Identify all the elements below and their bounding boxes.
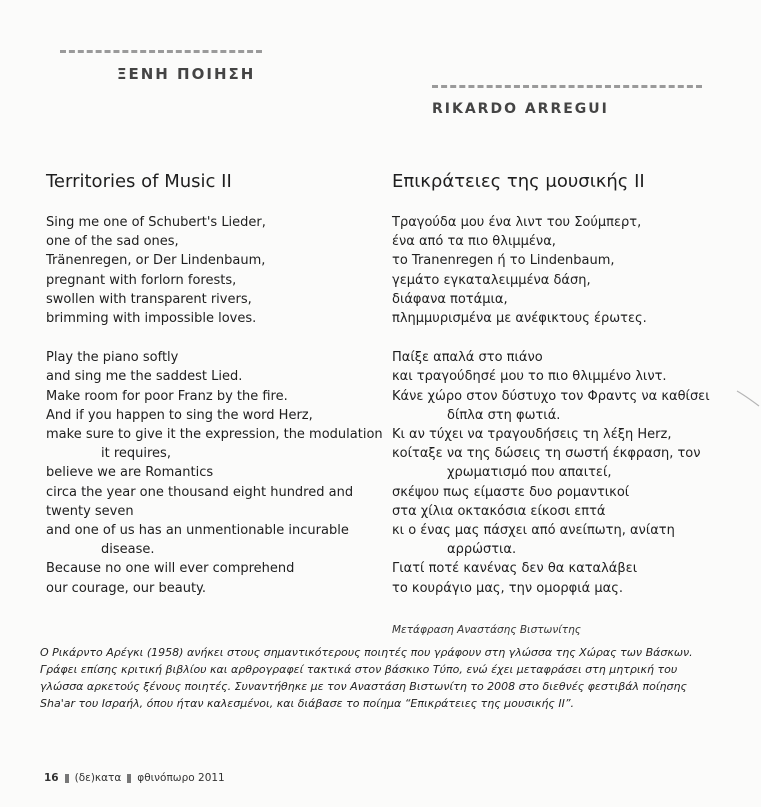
poem-line: αρρώστια.	[447, 542, 517, 558]
page-footer	[44, 772, 225, 784]
poem-line: Sing me one of Schubert's Lieder,	[46, 215, 266, 230]
poem-line: and sing me the saddest Lied.	[46, 369, 243, 385]
poem-line: one of the sad ones,	[46, 234, 179, 250]
bio-line: γλώσσα αρκετούς ξένους ποιητές. Συναντήθηκε με τον Αναστάση Βιστωνίτη το 2008 στο διεθνές φεστιβάλ ποίησης	[40, 680, 687, 693]
poem-line: Make room for poor Franz by the fire.	[46, 388, 288, 404]
poem-line: Παίξε απαλά στο πιάνο	[392, 350, 543, 366]
magazine-name: (δε)κατα	[74, 772, 122, 784]
english-poem	[46, 171, 406, 618]
header-rule-left	[60, 50, 262, 53]
poem-line: brimming with impossible loves.	[46, 311, 257, 327]
page-number: 16	[44, 772, 59, 784]
stanza	[46, 348, 406, 598]
poem-line: δίπλα στη φωτιά.	[447, 407, 561, 423]
poem-line: το Tranenregen ή το Lindenbaum,	[392, 253, 615, 269]
section-label: ΞΕΝΗ ΠΟΙΗΣΗ	[117, 65, 256, 83]
poem-line: pregnant with forlorn forests,	[46, 272, 237, 288]
bio-line: Ο Ρικάρντο Αρέγκι (1958) ανήκει στους σημαντικότερους ποιητές που γράφουν στη γλώσσα της Χώρας των Βάσκων.	[40, 646, 693, 659]
poem-line: make sure to give it the expression, the modulation	[46, 427, 383, 443]
poem-line: γεμάτο εγκαταλειμμένα δάση,	[392, 272, 591, 288]
margin-pen-mark	[735, 388, 761, 408]
issue-label: φθινόπωρο 2011	[137, 772, 225, 784]
greek-poem	[392, 171, 752, 618]
header-rule-right	[432, 85, 702, 88]
bio-line: Γράφει επίσης κριτική βιβλίου και αρθρογραφεί τακτικά στον βάσκικο Τύπο, ενώ έχει μεταφράσει στη μητρική του	[40, 663, 678, 676]
poem-line: χρωματισμό που απαιτεί,	[447, 465, 612, 481]
author-name: RIKARDO ARREGUI	[432, 101, 609, 117]
poem-line: our courage, our beauty.	[46, 580, 207, 596]
poem-line: Κι αν τύχει να τραγουδήσεις τη λέξη Herz,	[392, 427, 672, 443]
poem-line: Tränenregen, or Der Lindenbaum,	[46, 253, 266, 269]
poem-line: Κάνε χώρο στον δύστυχο τον Φραντς να καθίσει	[392, 388, 710, 404]
poem-line: κοίταξε να της δώσεις τη σωστή έκφραση, τον	[392, 446, 701, 462]
poem-line: κι ο ένας μας πάσχει από ανείπωτη, ανίατη	[392, 523, 675, 539]
poem-line: Play the piano softly	[46, 350, 179, 366]
poem-line: διάφανα ποτάμια,	[392, 291, 508, 307]
bio-line: Sha'ar του Ισραήλ, όπου ήταν καλεσμένοι, και διάβασε το ποίημα “Επικράτειες της μουσικής ΙΙ”.	[40, 697, 575, 710]
poem-line: ένα από τα πιο θλιμμένα,	[392, 234, 556, 250]
poem-line: twenty seven	[46, 503, 134, 519]
poem-line: πλημμυρισμένα με ανέφικτους έρωτες.	[392, 311, 647, 327]
greek-stanzas	[392, 213, 752, 598]
stanza	[46, 213, 406, 328]
footer-separator	[65, 774, 69, 783]
english-stanzas	[46, 213, 406, 598]
poem-line: it requires,	[101, 446, 171, 462]
poem-line: Because no one will ever comprehend	[46, 561, 295, 577]
footer-separator	[127, 774, 131, 783]
poem-line: circa the year one thousand eight hundred and	[46, 484, 354, 500]
poem-line: σκέψου πως είμαστε δυο ρομαντικοί	[392, 484, 630, 500]
poem-line: το κουράγιο μας, την ομορφιά μας.	[392, 580, 623, 596]
translator-credit: Μετάφραση Αναστάσης Βιστωνίτης	[392, 624, 581, 636]
poem-line: στα χίλια οκτακόσια είκοσι επτά	[392, 503, 606, 519]
english-poem-title: Territories of Music II	[46, 171, 232, 192]
poem-line: disease.	[101, 542, 155, 558]
poem-line: and one of us has an unmentionable incurable	[46, 523, 349, 539]
author-bio	[40, 644, 730, 712]
poem-line: And if you happen to sing the word Herz,	[46, 407, 313, 423]
stanza	[392, 348, 752, 598]
stanza	[392, 213, 752, 328]
poem-line: Γιατί ποτέ κανένας δεν θα καταλάβει	[392, 561, 638, 577]
poem-line: Τραγούδα μου ένα λιντ του Σούμπερτ,	[392, 215, 642, 230]
poem-line: και τραγούδησέ μου το πιο θλιμμένο λιντ.	[392, 369, 667, 385]
poem-line: swollen with transparent rivers,	[46, 291, 252, 307]
poem-line: believe we are Romantics	[46, 465, 214, 481]
greek-poem-title: Επικράτειες της μουσικής ΙΙ	[392, 171, 645, 192]
